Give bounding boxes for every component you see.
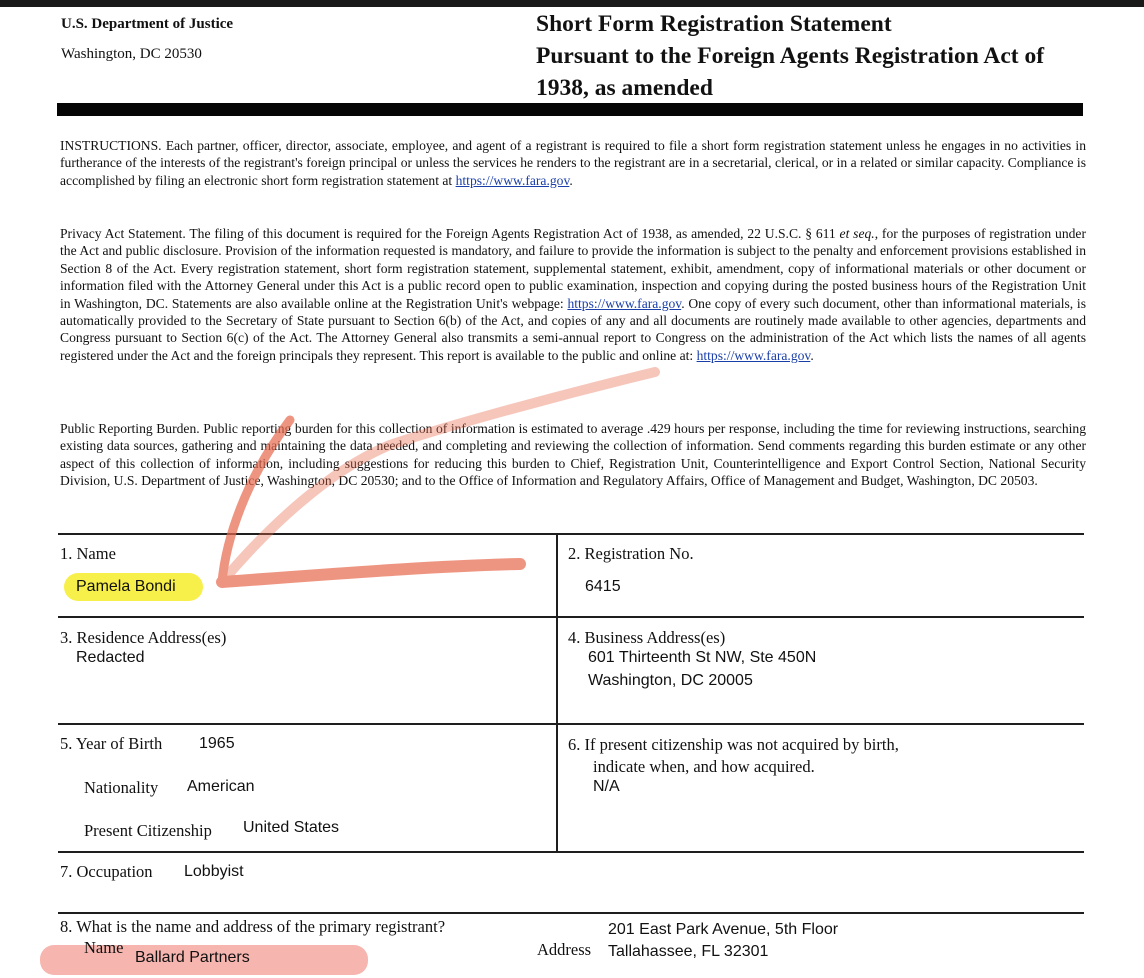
registrant-name-label: Name	[84, 938, 124, 957]
registrant-address-label: Address	[537, 940, 592, 959]
primary-registrant-question: 8. What is the name and address of the primary registrant?	[60, 917, 446, 936]
birth-year-value: 1965	[199, 735, 235, 752]
name-label: 1. Name	[60, 544, 116, 563]
name-value: Pamela Bondi	[76, 578, 176, 595]
citizenship-value: United States	[243, 819, 340, 836]
privacy-text-2: , for the purposes of registration under the Act and public disclosure. Provision of the information requested is mandatory, and failure to provide the information is subject to the penalty and enforcement provisions established in Section 8 of the Act. Every registration statement, short form registration statement, supplemental statement, exhibit, amendment, copy of informational materials or other document or information filed with the Attorney General under this Act is a public record open to public examination, inspection and copying during the posted business hours of the Registration Unit in Washington, DC. Statements are also available online at the Registration Unit's webpage:	[60, 226, 1086, 311]
title-line-2: Pursuant to the Foreign Agents Registration Act of	[536, 43, 1045, 69]
nationality-label: Nationality	[84, 778, 159, 797]
registrant-name-value: Ballard Partners	[135, 949, 250, 966]
citizenship-label: Present Citizenship	[84, 821, 212, 840]
citizenship-question-line-2: indicate when, and how acquired.	[593, 757, 815, 776]
citizenship-question-value: N/A	[593, 778, 620, 795]
registration-number-label: 2. Registration No.	[568, 544, 694, 563]
privacy-et-seq: et seq.	[839, 226, 875, 241]
instructions-text: INSTRUCTIONS. Each partner, officer, director, associate, employee, and agent of a registrant is required to file a short form registration statement unless he engages in no activities in furtherance of the interests of the registrant's foreign principal or unless the services he renders to the registrant are in a secretarial, clerical, or in a related or similar capacity. Compliance is accomplished by filing an electronic short form registration statement at	[60, 138, 1086, 188]
business-address-line-1: 601 Thirteenth St NW, Ste 450N	[588, 649, 817, 666]
privacy-link-2[interactable]: https://www.fara.gov	[696, 347, 811, 363]
title-line-3: 1938, as amended	[536, 75, 713, 101]
instructions-link[interactable]: https://www.fara.gov	[455, 172, 570, 188]
privacy-text-1: Privacy Act Statement. The filing of this document is required for the Foreign Agents Registration Act of 1938, as amended, 22 U.S.C. § 611	[60, 226, 840, 241]
title-line-1: Short Form Registration Statement	[536, 11, 892, 37]
birth-year-label: 5. Year of Birth	[60, 734, 163, 753]
citizenship-question-line-1: 6. If present citizenship was not acquired by birth,	[568, 735, 899, 754]
department-city: Washington, DC 20530	[61, 46, 202, 62]
nationality-value: American	[187, 778, 255, 795]
registration-number-value: 6415	[585, 578, 621, 595]
registrant-address-line-2: Tallahassee, FL 32301	[608, 943, 769, 960]
privacy-text-3: . One copy of every such document, other than informational materials, is automatically provided to the Secretary of State pursuant to Section 6(b) of the Act, and copies of any and all documents are routinely made available to other agencies, departments and Congress pursuant to Section 6(c) of the Act. The Attorney General also transmits a semi-annual report to Congress on the administration of the Act which lists the names of all agents registered under the Act and the foreign principals they represent. This report is available to the public and online at:	[60, 295, 1086, 363]
business-address-line-2: Washington, DC 20005	[588, 672, 753, 689]
privacy-end: .	[810, 347, 814, 363]
residence-address-label: 3. Residence Address(es)	[60, 628, 227, 647]
residence-address-value: Redacted	[76, 649, 145, 666]
instructions-end: .	[569, 172, 573, 188]
registrant-address-line-1: 201 East Park Avenue, 5th Floor	[608, 921, 839, 938]
burden-text: Public Reporting Burden. Public reporting burden for this collection of information is estimated to average .429 hours per response, including the time for reviewing instructions, searching existing data sources, gathering and maintaining the data needed, and completing and reviewing the collection of information. Send comments regarding this burden estimate or any other aspect of this collection of information, including suggestions for reducing this burden to Chief, Registration Unit, Counterintelligence and Export Control Section, National Security Division, U.S. Department of Justice, Washington, DC 20530; and to the Office of Information and Regulatory Affairs, Office of Management and Budget, Washington, DC 20503.	[60, 421, 1086, 489]
occupation-value: Lobbyist	[184, 863, 244, 880]
occupation-label: 7. Occupation	[60, 862, 153, 881]
business-address-label: 4. Business Address(es)	[568, 628, 726, 647]
privacy-link-1[interactable]: https://www.fara.gov	[567, 295, 682, 311]
department-name: U.S. Department of Justice	[61, 16, 234, 32]
